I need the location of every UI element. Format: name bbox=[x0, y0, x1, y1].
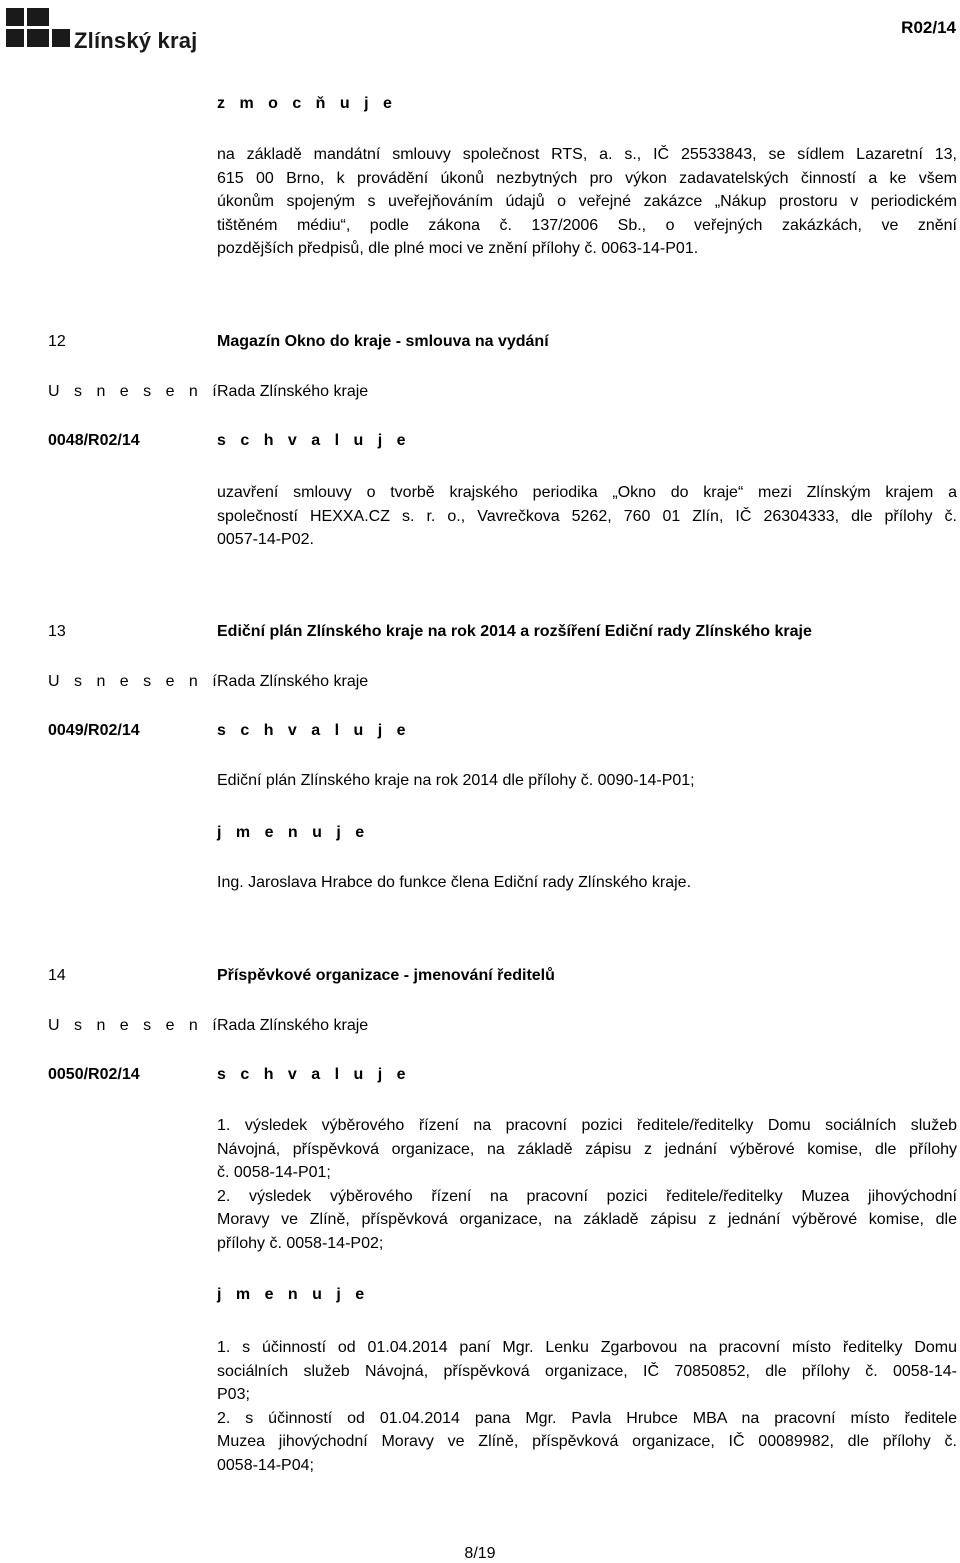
text-line: společností HEXXA.CZ s. r. o., Vavrečkova 5262, 760 01 Zlín, IČ 26304333, dle přílohy č. bbox=[217, 507, 957, 525]
appointment-text bbox=[217, 1336, 957, 1477]
text-line: č. 0058-14-P01; bbox=[217, 1164, 331, 1181]
text-line: 2. výsledek výběrového řízení na pracovní pozici ředitele/ředitelky Muzea jihovýchodní bbox=[217, 1187, 957, 1205]
intro-paragraph bbox=[217, 143, 957, 261]
text-line: přílohy č. 0058-14-P02; bbox=[217, 1234, 384, 1252]
usneseni-label: U s n e s e n í bbox=[48, 383, 222, 400]
text-line: na základě mandátní smlouvy společnost RTS, a. s., IČ 25533843, se sídlem Lazaretní 13, bbox=[217, 146, 957, 163]
usneseni-label: U s n e s e n í bbox=[48, 1017, 222, 1034]
text-line: 1. výsledek výběrového řízení na pracovní pozici ředitele/ředitelky Domu sociálních služeb bbox=[217, 1117, 957, 1134]
appointment-text: Ing. Jaroslava Hrabce do funkce člena Ediční rady Zlínského kraje. bbox=[217, 874, 692, 891]
text-line: sociálních služeb Návojná, příspěvková organizace, IČ 70850852, dle přílohy č. 0058-14- bbox=[217, 1362, 957, 1380]
text-line: Muzea jihovýchodní Moravy ve Zlíně, příspěvková organizace, IČ 00089982, dle přílohy č. bbox=[217, 1433, 957, 1450]
approve-verb: s c h v a l u j e bbox=[217, 432, 411, 449]
resolution-text: Ediční plán Zlínského kraje na rok 2014 dle přílohy č. 0090-14-P01; bbox=[217, 772, 695, 789]
logo-text: Zlínský kraj bbox=[74, 28, 198, 53]
approve-verb: s c h v a l u j e bbox=[217, 1066, 411, 1083]
logo-square bbox=[27, 29, 49, 47]
logo-square bbox=[52, 29, 70, 47]
resolution-text bbox=[217, 1114, 957, 1255]
resolution-number: 0048/R02/14 bbox=[48, 432, 140, 449]
appoint-verb: j m e n u j e bbox=[217, 1286, 370, 1303]
page-number: 8/19 bbox=[464, 1545, 496, 1562]
text-line: Návojná, příspěvková organizace, na základě zápisu z jednání výběrové komise, dle přílohy bbox=[217, 1140, 957, 1158]
text-line: pozdějších předpisů, dle plné moci ve znění přílohy č. 0063-14-P01. bbox=[217, 240, 699, 257]
usneseni-label: U s n e s e n í bbox=[48, 673, 222, 690]
item-number: 12 bbox=[48, 333, 66, 350]
text-line: 0057-14-P02. bbox=[217, 531, 314, 548]
council-name: Rada Zlínského kraje bbox=[217, 383, 369, 400]
appoint-verb: j m e n u j e bbox=[217, 824, 370, 841]
text-line: Moravy ve Zlíně, příspěvková organizace, na základě zápisu z jednání výběrové komise, dle bbox=[217, 1211, 957, 1228]
text-line: 615 00 Brno, k provádění úkonů nezbytných pro výkon zadavatelských činností a ke všem bbox=[217, 169, 957, 187]
text-line: 2. s účinností od 01.04.2014 pana Mgr. Pavla Hrubce MBA na pracovní místo ředitele bbox=[217, 1409, 957, 1427]
text-line: 1. s účinností od 01.04.2014 paní Mgr. Lenku Zgarbovou na pracovní místo ředitelky Domu bbox=[217, 1339, 957, 1356]
logo-square bbox=[6, 8, 24, 26]
text-line: tištěném médiu“, podle zákona č. 137/2006 Sb., o veřejných zakázkách, ve znění bbox=[217, 216, 957, 234]
item-title: Magazín Okno do kraje - smlouva na vydání bbox=[217, 333, 549, 350]
text-line: úkonům spojeným s uveřejňováním údajů o veřejné zakázce „Nákup prostoru v periodickém bbox=[217, 193, 957, 210]
council-name: Rada Zlínského kraje bbox=[217, 1017, 369, 1034]
resolution-text bbox=[217, 481, 957, 552]
resolution-number: 0049/R02/14 bbox=[48, 722, 140, 739]
item-number: 13 bbox=[48, 623, 66, 640]
resolution-number: 0050/R02/14 bbox=[48, 1066, 140, 1083]
text-line: 0058-14-P04; bbox=[217, 1456, 314, 1474]
council-name: Rada Zlínského kraje bbox=[217, 673, 369, 690]
text-line: uzavření smlouvy o tvorbě krajského periodika „Okno do kraje“ mezi Zlínským krajem a bbox=[217, 484, 957, 501]
text-line: P03; bbox=[217, 1386, 250, 1403]
logo-square bbox=[27, 8, 49, 26]
item-number: 14 bbox=[48, 967, 66, 984]
approve-verb: s c h v a l u j e bbox=[217, 722, 411, 739]
item-title: Ediční plán Zlínského kraje na rok 2014 a rozšíření Ediční rady Zlínského kraje bbox=[217, 623, 812, 640]
item-title: Příspěvkové organizace - jmenování ředitelů bbox=[217, 967, 555, 984]
zlinsky-kraj-logo bbox=[6, 8, 196, 54]
intro-verb: z m o c ň u j e bbox=[217, 95, 397, 112]
document-reference: R02/14 bbox=[901, 18, 956, 37]
logo-square bbox=[6, 29, 24, 47]
